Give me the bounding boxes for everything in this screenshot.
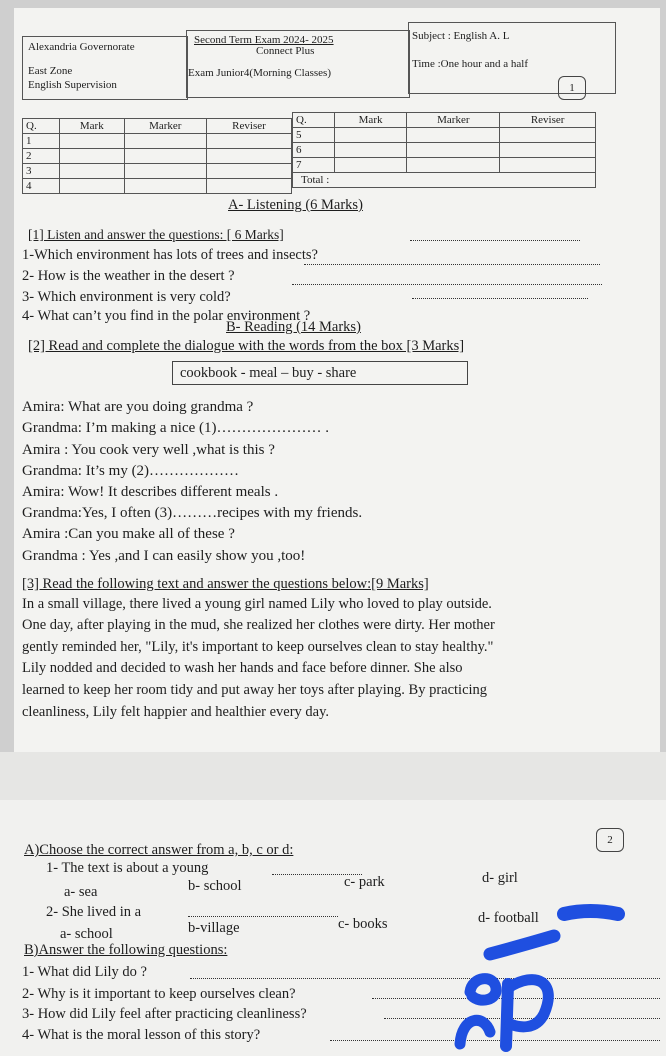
q2-option-a: a- school: [60, 926, 113, 942]
table-header: Mark: [334, 113, 407, 128]
table-cell: [60, 149, 125, 164]
table-header: Marker: [124, 119, 206, 134]
table-cell: [206, 179, 291, 194]
answer-line: [412, 298, 588, 299]
table-cell: 6: [293, 143, 335, 158]
part-b-title: B)Answer the following questions:: [24, 942, 228, 958]
table-cell: [60, 164, 125, 179]
table-header: Marker: [407, 113, 500, 128]
listening-question-1: 1-Which environment has lots of trees and insects?: [22, 247, 318, 263]
table-cell: 1: [23, 134, 60, 149]
table-cell: [500, 158, 596, 173]
score-table-right: [292, 112, 596, 188]
passage-line-3: gently reminded her, "Lily, it's important to keep ourselves clean to stay healthy.": [22, 639, 494, 655]
page-number-badge: 1: [558, 76, 586, 100]
score-table-left: [22, 118, 292, 194]
dialogue-line-6: Grandma:Yes, I often (3)………recipes with my friends.: [22, 505, 363, 521]
exam-title: Second Term Exam 2024- 2025: [194, 34, 334, 46]
table-cell: 4: [23, 179, 60, 194]
table-cell: [407, 128, 500, 143]
part-b-question-1: 1- What did Lily do ?: [22, 964, 147, 980]
supervision: English Supervision: [28, 79, 117, 91]
listening-question-2: 2- How is the weather in the desert ?: [22, 268, 235, 284]
table-row: [293, 158, 596, 173]
table-cell: [334, 143, 407, 158]
dialogue-line-8: Grandma : Yes ,and I can easily show you ,too!: [22, 548, 306, 564]
table-cell: [60, 134, 125, 149]
q1-option-a: a- sea: [64, 884, 98, 900]
table-row: [293, 113, 596, 128]
dialogue-line-4: Grandma: It’s my (2)………………: [22, 463, 240, 479]
table-header: Reviser: [500, 113, 596, 128]
table-row: [23, 119, 292, 134]
table-row: [23, 134, 292, 149]
passage-line-4: Lily nodded and decided to wash her hands and face before dinner. She also: [22, 660, 463, 676]
table-row: [23, 179, 292, 194]
page-number-badge: 2: [596, 828, 624, 852]
time: Time :One hour and a half: [412, 58, 528, 70]
q1-option-d: d- girl: [482, 870, 518, 886]
table-cell: [124, 149, 206, 164]
passage-line-6: cleanliness, Lily felt happier and healthier every day.: [22, 704, 330, 720]
book-name: Connect Plus: [256, 45, 315, 57]
table-cell: [206, 149, 291, 164]
table-cell: 2: [23, 149, 60, 164]
table-cell: 5: [293, 128, 335, 143]
passage-line-1: In a small village, there lived a young girl named Lily who loved to play outside.: [22, 596, 492, 612]
q2-option-d: d- football: [478, 910, 539, 926]
table-row: [23, 149, 292, 164]
table-cell: [206, 164, 291, 179]
passage-line-2: One day, after playing in the mud, she realized her clothes were dirty. Her mother: [22, 617, 495, 633]
table-cell: [124, 164, 206, 179]
subject: Subject : English A. L: [412, 30, 510, 42]
dialogue-line-5: Amira: Wow! It describes different meals .: [22, 484, 279, 500]
dialogue-line-2: Grandma: I’m making a nice (1)………………… .: [22, 420, 330, 436]
listening-question-3: 3- Which environment is very cold?: [22, 289, 231, 305]
marker-scribble-icon: [450, 896, 630, 1056]
exam-page-2: [0, 800, 666, 1056]
q2-instruction: [2] Read and complete the dialogue with the words from the box [3 Marks]: [28, 338, 465, 354]
dialogue-line-3: Amira : You cook very well ,what is this ?: [22, 442, 275, 458]
governorate: Alexandria Governorate: [28, 41, 135, 53]
dialogue-line-7: Amira :Can you make all of these ?: [22, 526, 235, 542]
table-row: [293, 173, 596, 188]
part-a-question-2: 2- She lived in a: [46, 904, 142, 920]
q2-option-b: b-village: [188, 920, 240, 936]
part-b-question-3: 3- How did Lily feel after practicing cleanliness?: [22, 1006, 307, 1022]
table-cell: 3: [23, 164, 60, 179]
listening-question-4: 4- What can’t you find in the polar environment ?: [22, 308, 311, 324]
table-header: Mark: [60, 119, 125, 134]
part-a-question-1: 1- The text is about a young: [46, 860, 209, 876]
part-b-question-2: 2- Why is it important to keep ourselves clean?: [22, 986, 296, 1002]
table-row: [23, 164, 292, 179]
table-cell: [334, 158, 407, 173]
table-row: [293, 143, 596, 158]
level: Exam Junior4(Morning Classes): [188, 67, 331, 79]
part-a-title: A)Choose the correct answer from a, b, c or d:: [24, 842, 294, 858]
table-cell: 7: [293, 158, 335, 173]
table-header: Q.: [293, 113, 335, 128]
answer-line: [188, 916, 338, 917]
table-cell: [500, 143, 596, 158]
reading-title: B- Reading (14 Marks): [226, 319, 361, 335]
table-cell: [334, 128, 407, 143]
q3-instruction: [3] Read the following text and answer the questions below:[9 Marks]: [22, 576, 429, 592]
table-cell: [407, 158, 500, 173]
table-cell: [60, 179, 125, 194]
table-cell: [407, 143, 500, 158]
table-cell: [500, 128, 596, 143]
zone: East Zone: [28, 65, 73, 77]
q1-option-c: c- park: [344, 874, 385, 890]
exam-page-1: [14, 8, 660, 752]
total-cell: Total :: [293, 173, 596, 188]
listening-title: A- Listening (6 Marks): [228, 197, 363, 213]
table-row: [293, 128, 596, 143]
table-cell: [124, 134, 206, 149]
answer-line: [304, 264, 600, 265]
word-box-text: cookbook - meal – buy - share: [180, 365, 357, 381]
q1-option-b: b- school: [188, 878, 242, 894]
table-cell: [206, 134, 291, 149]
q2-option-c: c- books: [338, 916, 388, 932]
passage-line-5: learned to keep her room tidy and put away her toys after playing. By practicing: [22, 682, 488, 698]
answer-line: [292, 284, 602, 285]
part-b-question-4: 4- What is the moral lesson of this story?: [22, 1027, 261, 1043]
table-header: Reviser: [206, 119, 291, 134]
table-header: Q.: [23, 119, 60, 134]
page-gap: [0, 752, 666, 800]
dialogue-line-1: Amira: What are you doing grandma ?: [22, 399, 254, 415]
table-cell: [124, 179, 206, 194]
listening-instruction: [1] Listen and answer the questions: [ 6 Marks]: [28, 227, 284, 242]
answer-line: [410, 240, 580, 241]
